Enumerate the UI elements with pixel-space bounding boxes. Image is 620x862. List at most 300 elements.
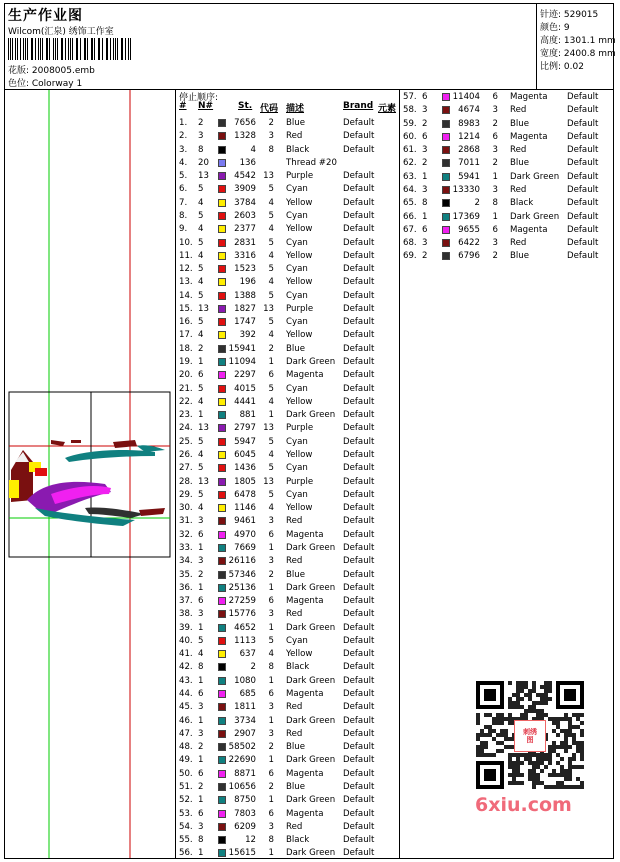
row-index: 45. [179,701,193,714]
row-stitches: 1146 [226,502,256,515]
row-needle: 6 [422,224,427,237]
row-brand: Default [343,223,374,236]
row-index: 41. [179,648,193,661]
design-preview [5,90,175,858]
row-needle: 1 [198,542,203,555]
row-needle: 3 [422,104,427,117]
row-stitches: 17369 [450,211,480,224]
row-brand: Default [343,316,374,329]
company-name: Wilcom(汇泉) 绣饰工作室 [8,24,114,37]
row-code: 2 [260,741,274,754]
color-swatch [218,571,226,579]
row-needle: 13 [198,476,209,489]
row-stitches: 9461 [226,515,256,528]
sequence-row [176,343,399,356]
row-index: 12. [179,263,193,276]
row-brand: Default [343,569,374,582]
row-needle: 13 [198,170,209,183]
color-swatch [218,478,226,486]
row-stitches: 4674 [450,104,480,117]
row-brand: Default [343,276,374,289]
row-needle: 1 [198,356,203,369]
sequence-row [176,436,399,449]
row-code: 1 [260,715,274,728]
row-brand: Default [567,197,598,210]
row-code: 3 [484,144,498,157]
sequence-row [176,489,399,502]
row-description: Cyan [286,210,308,223]
row-code: 3 [260,130,274,143]
sequence-row [176,449,399,462]
color-swatch [218,305,226,313]
barcode-bar [62,38,63,60]
row-code: 5 [260,462,274,475]
color-swatch [218,717,226,725]
row-stitches: 1805 [226,476,256,489]
row-index: 16. [179,316,193,329]
color-swatch [218,730,226,738]
sequence-row [176,409,399,422]
barcode-bar [8,38,9,60]
row-stitches: 1436 [226,462,256,475]
barcode-bar [77,38,78,60]
row-stitches: 5941 [450,171,480,184]
sequence-row [176,396,399,409]
row-description: Red [286,821,302,834]
sequence-row [400,211,613,224]
row-stitches: 4652 [226,622,256,635]
row-stitches: 4441 [226,396,256,409]
row-stitches: 4 [226,144,256,157]
row-needle: 1 [198,847,203,860]
row-stitches: 3784 [226,197,256,210]
color-swatch [442,173,450,181]
row-stitches: 881 [226,409,256,422]
sequence-row [176,117,399,130]
row-description: Blue [510,157,529,170]
row-brand: Default [343,170,374,183]
color-swatch [218,810,226,818]
color-swatch [218,252,226,260]
row-needle: 3 [198,515,203,528]
row-code: 8 [260,144,274,157]
row-description: Cyan [286,383,308,396]
barcode-bar [31,38,32,60]
row-needle: 4 [198,648,203,661]
color-swatch [218,610,226,618]
color-swatch [442,133,450,141]
row-index: 3. [179,144,187,157]
color-swatch [218,199,226,207]
sequence-row [400,237,613,250]
sequence-row [176,529,399,542]
row-brand: Default [343,675,374,688]
row-code: 4 [260,197,274,210]
barcode-bar [35,38,36,60]
col-header-index: # [179,101,187,111]
row-description: Dark Green [286,675,335,688]
design-height: 高度: 1301.1 mm [540,33,616,46]
row-brand: Default [343,582,374,595]
row-description: Magenta [510,91,548,104]
row-needle: 5 [198,462,203,475]
color-swatch [442,252,450,260]
sequence-row [176,741,399,754]
stitch-count: 针迹: 529015 [540,7,598,20]
row-brand: Default [343,436,374,449]
row-index: 43. [179,675,193,688]
sequence-row [176,502,399,515]
row-description: Cyan [286,290,308,303]
sequence-row [176,781,399,794]
color-swatch [442,239,450,247]
col-header-description: 描述 [286,101,304,114]
row-needle: 6 [198,768,203,781]
row-code: 13 [260,303,274,316]
row-brand: Default [343,329,374,342]
page-title: 生产作业图 [8,5,83,25]
color-swatch [218,849,226,857]
row-index: 6. [179,183,187,196]
sequence-row [176,768,399,781]
production-sheet [4,3,614,859]
row-needle: 3 [198,130,203,143]
row-brand: Default [343,462,374,475]
color-swatch [218,823,226,831]
color-swatch [218,451,226,459]
row-brand: Default [343,847,374,860]
row-description: Purple [286,303,313,316]
sequence-row [176,808,399,821]
row-stitches: 8871 [226,768,256,781]
row-stitches: 2868 [450,144,480,157]
row-needle: 1 [422,211,427,224]
col-header-brand: Brand [343,101,373,111]
row-stitches: 22690 [226,754,256,767]
row-description: Yellow [286,329,312,342]
color-swatch [218,278,226,286]
row-code: 6 [260,529,274,542]
sequence-row [400,224,613,237]
sequence-row [176,329,399,342]
row-index: 67. [403,224,417,237]
row-stitches: 13330 [450,184,480,197]
row-description: Blue [286,343,305,356]
barcode-bar [117,38,118,60]
row-index: 29. [179,489,193,502]
row-brand: Default [343,555,374,568]
row-description: Magenta [286,808,324,821]
row-description: Blue [510,250,529,263]
row-stitches: 6422 [450,237,480,250]
barcode-bar [87,38,88,60]
row-description: Cyan [286,489,308,502]
row-brand: Default [343,715,374,728]
row-index: 68. [403,237,417,250]
row-stitches: 2297 [226,369,256,382]
row-code: 6 [260,808,274,821]
color-swatch [442,186,450,194]
row-needle: 1 [198,794,203,807]
row-index: 21. [179,383,193,396]
row-stitches: 27259 [226,595,256,608]
row-index: 19. [179,356,193,369]
row-description: Cyan [286,183,308,196]
row-needle: 8 [198,834,203,847]
row-stitches: 7656 [226,117,256,130]
row-index: 53. [179,808,193,821]
sequence-row [176,369,399,382]
row-brand: Default [343,661,374,674]
row-brand: Default [343,741,374,754]
row-needle: 20 [198,157,209,170]
row-needle: 5 [198,635,203,648]
row-stitches: 2831 [226,237,256,250]
color-swatch [442,120,450,128]
color-swatch [218,358,226,366]
row-code: 5 [260,237,274,250]
row-needle: 3 [422,144,427,157]
row-brand: Default [567,104,598,117]
row-needle: 2 [422,250,427,263]
row-needle: 13 [198,303,209,316]
row-code: 8 [260,834,274,847]
row-code: 5 [260,263,274,276]
row-needle: 1 [198,754,203,767]
row-description: Red [510,184,526,197]
row-index: 7. [179,197,187,210]
row-brand: Default [343,356,374,369]
row-stitches: 1827 [226,303,256,316]
row-description: Purple [286,170,313,183]
sequence-row [400,144,613,157]
row-code: 4 [260,449,274,462]
row-code: 5 [260,290,274,303]
stats-panel [536,4,614,89]
sequence-row [400,171,613,184]
row-code: 13 [260,170,274,183]
color-swatch [218,265,226,273]
color-swatch [218,438,226,446]
row-description: Cyan [286,237,308,250]
row-stitches: 10656 [226,781,256,794]
row-description: Dark Green [286,622,335,635]
barcode-bar [130,38,131,60]
row-needle: 5 [198,210,203,223]
sequence-row [176,276,399,289]
row-stitches: 9655 [450,224,480,237]
sequence-row [176,130,399,143]
color-swatch [218,146,226,154]
row-needle: 3 [198,821,203,834]
row-needle: 2 [198,569,203,582]
row-index: 33. [179,542,193,555]
embroidery-design [9,440,165,526]
row-description: Dark Green [286,542,335,555]
row-brand: Default [343,383,374,396]
color-swatch [218,398,226,406]
row-description: Dark Green [286,754,335,767]
row-index: 59. [403,118,417,131]
row-stitches: 11094 [226,356,256,369]
row-needle: 5 [198,316,203,329]
sequence-row [176,197,399,210]
row-stitches: 1328 [226,130,256,143]
row-stitches: 3316 [226,250,256,263]
color-swatch [218,172,226,180]
row-needle: 4 [198,276,203,289]
row-code: 4 [260,276,274,289]
row-code: 3 [260,515,274,528]
row-code: 5 [260,635,274,648]
color-swatch [218,650,226,658]
row-needle: 2 [198,741,203,754]
row-code: 2 [484,157,498,170]
row-description: Dark Green [286,409,335,422]
row-stitches: 136 [226,157,256,170]
sequence-row [400,104,613,117]
sequence-row [176,183,399,196]
row-description: Yellow [286,396,312,409]
row-description: Red [286,555,302,568]
row-index: 27. [179,462,193,475]
row-needle: 4 [198,197,203,210]
row-description: Dark Green [286,582,335,595]
barcode-bar [72,38,73,60]
row-description: Yellow [286,502,312,515]
color-swatch [218,703,226,711]
row-index: 55. [179,834,193,847]
row-needle: 3 [198,701,203,714]
row-index: 22. [179,396,193,409]
barcode-bar [122,38,123,60]
row-needle: 4 [198,502,203,515]
row-stitches: 1811 [226,701,256,714]
color-swatch [442,146,450,154]
row-index: 36. [179,582,193,595]
col-header-n: N# [198,101,213,111]
row-description: Cyan [286,635,308,648]
row-code: 1 [484,171,498,184]
row-description: Dark Green [286,356,335,369]
row-code: 1 [260,542,274,555]
row-stitches: 7803 [226,808,256,821]
row-brand: Default [343,754,374,767]
row-brand: Default [343,250,374,263]
row-brand: Default [567,131,598,144]
color-swatch [218,212,226,220]
qr-badge-text: 刺绣图 [520,728,540,744]
barcode-bar [110,38,111,60]
sequence-row [176,715,399,728]
row-code: 3 [484,184,498,197]
color-swatch [218,424,226,432]
row-stitches: 4542 [226,170,256,183]
sequence-row [176,170,399,183]
sequence-row [176,728,399,741]
row-needle: 4 [198,449,203,462]
row-index: 24. [179,422,193,435]
row-code: 8 [260,661,274,674]
color-swatch [218,756,226,764]
color-swatch [218,677,226,685]
row-needle: 5 [198,489,203,502]
row-description: Red [286,130,302,143]
row-stitches: 26116 [226,555,256,568]
row-needle: 2 [198,781,203,794]
row-brand: Default [343,409,374,422]
row-description: Magenta [286,768,324,781]
row-needle: 1 [198,675,203,688]
sequence-row [176,847,399,860]
row-stitches: 3909 [226,183,256,196]
row-description: Thread #20 [286,157,337,170]
color-swatch [442,213,450,221]
row-code: 3 [260,728,274,741]
color-swatch [218,796,226,804]
color-swatch [218,345,226,353]
row-index: 4. [179,157,187,170]
row-stitches: 196 [226,276,256,289]
row-code: 4 [260,223,274,236]
sequence-row [400,91,613,104]
row-index: 34. [179,555,193,568]
row-needle: 6 [198,529,203,542]
sequence-row [176,223,399,236]
stop-sequence-pane-1 [176,90,400,858]
row-stitches: 15615 [226,847,256,860]
row-description: Yellow [286,276,312,289]
design-preview-pane [5,90,176,858]
colorway-label: 色位: Colorway 1 [8,76,82,89]
row-stitches: 58502 [226,741,256,754]
row-stitches: 2797 [226,422,256,435]
row-code: 3 [260,555,274,568]
row-code: 4 [260,250,274,263]
row-code: 2 [484,118,498,131]
sequence-row [176,688,399,701]
row-description: Magenta [286,369,324,382]
row-needle: 4 [198,250,203,263]
row-description: Yellow [286,197,312,210]
sequence-row [176,290,399,303]
row-stitches: 3734 [226,715,256,728]
row-description: Cyan [286,263,308,276]
row-stitches: 6478 [226,489,256,502]
row-description: Yellow [286,223,312,236]
sequence-row [176,622,399,635]
color-swatch [218,491,226,499]
row-brand: Default [343,117,374,130]
row-needle: 5 [198,290,203,303]
row-code: 4 [260,502,274,515]
row-index: 52. [179,794,193,807]
row-code: 1 [260,622,274,635]
row-brand: Default [567,224,598,237]
sequence-row [176,157,399,170]
row-code: 13 [260,422,274,435]
row-brand: Default [567,211,598,224]
row-needle: 8 [422,197,427,210]
row-description: Black [286,144,309,157]
row-index: 46. [179,715,193,728]
row-brand: Default [567,250,598,263]
row-description: Black [286,834,309,847]
row-description: Dark Green [510,171,559,184]
sequence-row [176,701,399,714]
color-swatch [218,770,226,778]
row-brand: Default [343,290,374,303]
